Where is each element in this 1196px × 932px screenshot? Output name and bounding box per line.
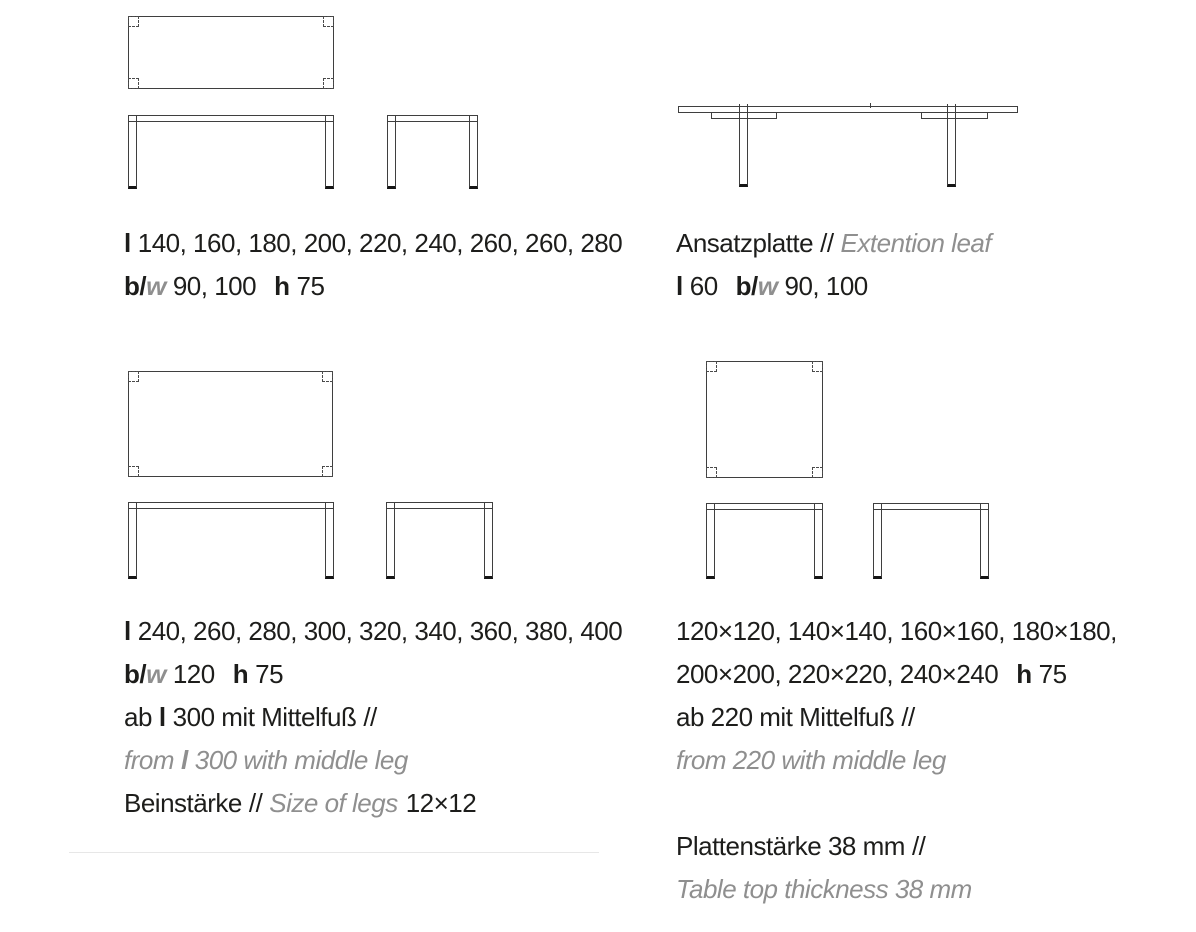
width-label-en: w bbox=[146, 659, 166, 689]
large-table-specs bbox=[124, 610, 622, 825]
table-leg bbox=[980, 504, 989, 579]
table-leg bbox=[469, 116, 478, 189]
table-leg bbox=[325, 503, 334, 579]
leg-size-en: Size of legs bbox=[269, 788, 398, 818]
length-label: l bbox=[181, 745, 188, 775]
middle-leg-note-de bbox=[124, 696, 622, 739]
leg-pad-icon bbox=[706, 467, 717, 478]
table-leg bbox=[325, 116, 334, 189]
square-table-front-elevation bbox=[706, 503, 823, 579]
width-label-de: b/ bbox=[124, 271, 147, 301]
table-top bbox=[128, 502, 334, 509]
table-leg bbox=[873, 504, 882, 579]
table-leg bbox=[947, 104, 956, 187]
table-leg bbox=[128, 503, 137, 579]
leg-pad-icon bbox=[128, 371, 139, 382]
leg-pad-icon bbox=[322, 371, 333, 382]
separator: // bbox=[911, 831, 926, 861]
leg-pad-icon bbox=[128, 466, 139, 477]
note-text: from 220 with middle leg bbox=[676, 745, 946, 775]
length-label: l bbox=[124, 616, 131, 646]
width-label-de: b/ bbox=[124, 659, 147, 689]
divider-rule bbox=[69, 852, 599, 853]
length-label: l bbox=[158, 702, 166, 732]
width-label-en: w bbox=[146, 271, 166, 301]
separator: // bbox=[820, 228, 834, 258]
table-leg bbox=[387, 116, 396, 189]
note-prefix: from bbox=[124, 745, 174, 775]
table-leg bbox=[128, 116, 137, 189]
thickness-text-de: Plattenstärke 38 mm bbox=[676, 831, 905, 861]
size-values: 120×120, 140×140, 160×160, 180×180, bbox=[676, 616, 1117, 646]
table-top bbox=[128, 115, 334, 122]
standard-table-side-elevation bbox=[387, 115, 478, 189]
table-leg bbox=[706, 504, 715, 579]
thickness-line-de bbox=[676, 825, 1117, 868]
dimensions-line bbox=[124, 265, 622, 308]
blank-line bbox=[676, 782, 1117, 825]
leg-pad-icon bbox=[322, 466, 333, 477]
lengths-line bbox=[124, 610, 622, 653]
width-values: 90, 100 bbox=[784, 271, 868, 301]
note-text: 300 mit Mittelfuß bbox=[172, 702, 357, 732]
leg-pad-icon bbox=[812, 361, 823, 372]
note-text: 300 with middle leg bbox=[194, 745, 408, 775]
title-en: Extention leaf bbox=[840, 228, 992, 258]
width-values: 90, 100 bbox=[172, 271, 257, 301]
thickness-line-en bbox=[676, 868, 1117, 911]
leg-size-value: 12×12 bbox=[405, 788, 477, 818]
height-label: h bbox=[1016, 659, 1032, 689]
table-leg bbox=[484, 503, 493, 579]
middle-leg-note-de bbox=[676, 696, 1117, 739]
table-leg bbox=[814, 504, 823, 579]
separator: // bbox=[248, 788, 263, 818]
leg-pad-icon bbox=[706, 361, 717, 372]
table-top bbox=[873, 503, 989, 510]
leg-pad-icon bbox=[812, 467, 823, 478]
length-label: l bbox=[676, 271, 683, 301]
square-table-specs bbox=[676, 610, 1117, 911]
standard-table-front-elevation bbox=[128, 115, 334, 189]
length-label: l bbox=[124, 228, 131, 258]
large-table-top-view bbox=[128, 371, 333, 477]
height-value: 75 bbox=[1038, 659, 1067, 689]
dimensions-line bbox=[676, 265, 991, 308]
lengths-line bbox=[124, 222, 622, 265]
leg-size-de: Beinstärke bbox=[124, 788, 242, 818]
title-de: Ansatzplatte bbox=[676, 228, 814, 258]
sizes-line-1 bbox=[676, 610, 1117, 653]
size-values: 200×200, 220×220, 240×240 bbox=[676, 659, 999, 689]
large-table-front-elevation bbox=[128, 502, 334, 579]
separator: // bbox=[901, 702, 915, 732]
leaf-joint-mark bbox=[870, 103, 871, 108]
table-top bbox=[387, 115, 478, 122]
note-text: ab 220 mit Mittelfuß bbox=[676, 702, 895, 732]
note-prefix: ab bbox=[124, 702, 152, 732]
table-leg bbox=[386, 503, 395, 579]
dimensions-line bbox=[124, 653, 622, 696]
length-values: 140, 160, 180, 200, 220, 240, 260, 260, 280 bbox=[137, 228, 623, 258]
title-line bbox=[676, 222, 991, 265]
square-table-side-elevation bbox=[873, 503, 989, 579]
height-label: h bbox=[274, 271, 290, 301]
width-label-en: w bbox=[757, 271, 778, 301]
leg-pad-icon bbox=[323, 16, 334, 27]
leg-size-line bbox=[124, 782, 622, 825]
width-label-de: b/ bbox=[735, 271, 758, 301]
height-value: 75 bbox=[296, 271, 325, 301]
length-values: 240, 260, 280, 300, 320, 340, 360, 380, 400 bbox=[137, 616, 623, 646]
leg-pad-icon bbox=[128, 78, 139, 89]
sizes-line-2 bbox=[676, 653, 1117, 696]
thickness-text-en: Table top thickness 38 mm bbox=[676, 874, 972, 904]
large-table-side-elevation bbox=[386, 502, 493, 579]
extension-leaf-specs bbox=[676, 222, 991, 308]
standard-table-specs bbox=[124, 222, 622, 308]
extension-table-elevation bbox=[678, 103, 1018, 187]
square-table-top-view bbox=[706, 361, 823, 478]
middle-leg-note-en bbox=[676, 739, 1117, 782]
standard-table-top-view bbox=[128, 16, 334, 89]
separator: // bbox=[363, 702, 377, 732]
leg-pad-icon bbox=[323, 78, 334, 89]
table-top bbox=[386, 502, 493, 509]
width-values: 120 bbox=[172, 659, 215, 689]
leg-pad-icon bbox=[128, 16, 139, 27]
height-value: 75 bbox=[255, 659, 284, 689]
middle-leg-note-en bbox=[124, 739, 622, 782]
length-value: 60 bbox=[689, 271, 718, 301]
table-leg bbox=[739, 104, 748, 187]
table-top bbox=[706, 503, 823, 510]
height-label: h bbox=[232, 659, 249, 689]
